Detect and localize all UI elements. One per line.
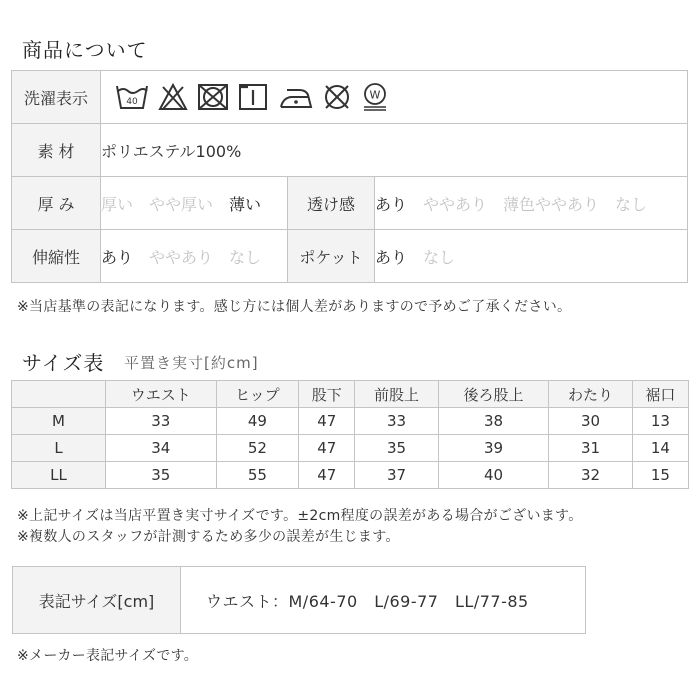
no-tumble-dry-icon [197, 83, 229, 111]
size-cell: 35 [106, 462, 217, 489]
transparency-option: ややあり [423, 194, 488, 214]
size-cell: 37 [355, 462, 438, 489]
size-header-cell: 前股上 [355, 381, 438, 408]
material-label: 素 材 [12, 124, 101, 177]
material-value: ポリエステル100% [101, 124, 688, 177]
wash-40-icon [115, 83, 149, 111]
pocket-option-selected: あり [375, 247, 408, 267]
size-cell: 38 [438, 408, 549, 435]
transparency-label: 透け感 [288, 177, 375, 230]
size-row-label: LL [12, 462, 106, 489]
size-heading: サイズ表 [22, 351, 105, 375]
size-cell: 15 [632, 462, 688, 489]
size-cell: 31 [549, 435, 632, 462]
size-row-label: L [12, 435, 106, 462]
material-row [12, 124, 688, 177]
no-bleach-icon [158, 83, 188, 111]
size-header-cell [12, 381, 106, 408]
size-subheading: 平置き実寸[約cm] [124, 354, 259, 372]
stretch-option: なし [229, 247, 262, 267]
size-cell: 33 [106, 408, 217, 435]
pocket-label: ポケット [288, 230, 375, 283]
stretch-option-selected: あり [101, 247, 134, 267]
thickness-options [101, 177, 288, 230]
size-cell: 55 [216, 462, 299, 489]
table-row [12, 462, 689, 489]
size-cell: 14 [632, 435, 688, 462]
size-header-cell: 裾口 [632, 381, 688, 408]
stretch-row [12, 230, 688, 283]
size-cell: 52 [216, 435, 299, 462]
product-info-table [11, 70, 688, 283]
size-cell: 30 [549, 408, 632, 435]
svg-text:W: W [369, 88, 381, 102]
size-header-cell: ウエスト [106, 381, 217, 408]
thickness-option: やや厚い [149, 194, 214, 214]
thickness-option-selected: 薄い [229, 194, 262, 214]
wet-clean-icon [361, 82, 389, 112]
iron-low-icon [277, 83, 313, 111]
size-cell: 32 [549, 462, 632, 489]
wash-label: 洗濯表示 [12, 71, 101, 124]
pocket-options [375, 230, 688, 283]
size-cell: 40 [438, 462, 549, 489]
tag-note: ※メーカー表記サイズです。 [17, 648, 199, 664]
size-header-cell: 股下 [299, 381, 355, 408]
thickness-row [12, 177, 688, 230]
svg-text:40: 40 [126, 97, 138, 107]
stretch-option: ややあり [149, 247, 214, 267]
size-row-label: M [12, 408, 106, 435]
thickness-label: 厚 み [12, 177, 101, 230]
size-note-1: ※上記サイズは当店平置き実寸サイズです。±2cm程度の誤差がある場合がございます。 [17, 508, 583, 524]
no-dry-clean-icon [322, 83, 352, 111]
transparency-option: なし [615, 194, 648, 214]
transparency-options [375, 177, 688, 230]
wash-row [12, 71, 688, 124]
size-note-2: ※複数人のスタッフが計測するため多少の誤差が生じます。 [17, 529, 400, 545]
stretch-options [101, 230, 288, 283]
stretch-label: 伸縮性 [12, 230, 101, 283]
size-header-row [12, 381, 689, 408]
size-cell: 35 [355, 435, 438, 462]
drip-dry-icon [238, 83, 268, 111]
transparency-option-selected: あり [375, 194, 408, 214]
tag-size-label: 表記サイズ[cm] [13, 567, 181, 633]
table-row [12, 408, 689, 435]
size-header-cell: ヒップ [216, 381, 299, 408]
tag-size-value: ウエスト：M/64-70 L/69-77 LL/77-85 [206, 591, 529, 611]
size-cell: 47 [299, 408, 355, 435]
size-cell: 47 [299, 462, 355, 489]
pocket-option: なし [423, 247, 456, 267]
size-header-cell: わたり [549, 381, 632, 408]
size-table [11, 380, 689, 489]
wash-icons-cell [101, 71, 688, 124]
size-header-cell: 後ろ股上 [438, 381, 549, 408]
product-heading: 商品について [22, 38, 148, 62]
tag-size-box [12, 566, 586, 634]
size-cell: 39 [438, 435, 549, 462]
transparency-option: 薄色ややあり [503, 194, 600, 214]
thickness-option: 厚い [101, 194, 134, 214]
size-cell: 13 [632, 408, 688, 435]
size-cell: 33 [355, 408, 438, 435]
product-note: ※当店基準の表記になります。感じ方には個人差がありますので予めご了承ください。 [17, 299, 572, 315]
table-row [12, 435, 689, 462]
size-cell: 34 [106, 435, 217, 462]
size-cell: 47 [299, 435, 355, 462]
size-cell: 49 [216, 408, 299, 435]
